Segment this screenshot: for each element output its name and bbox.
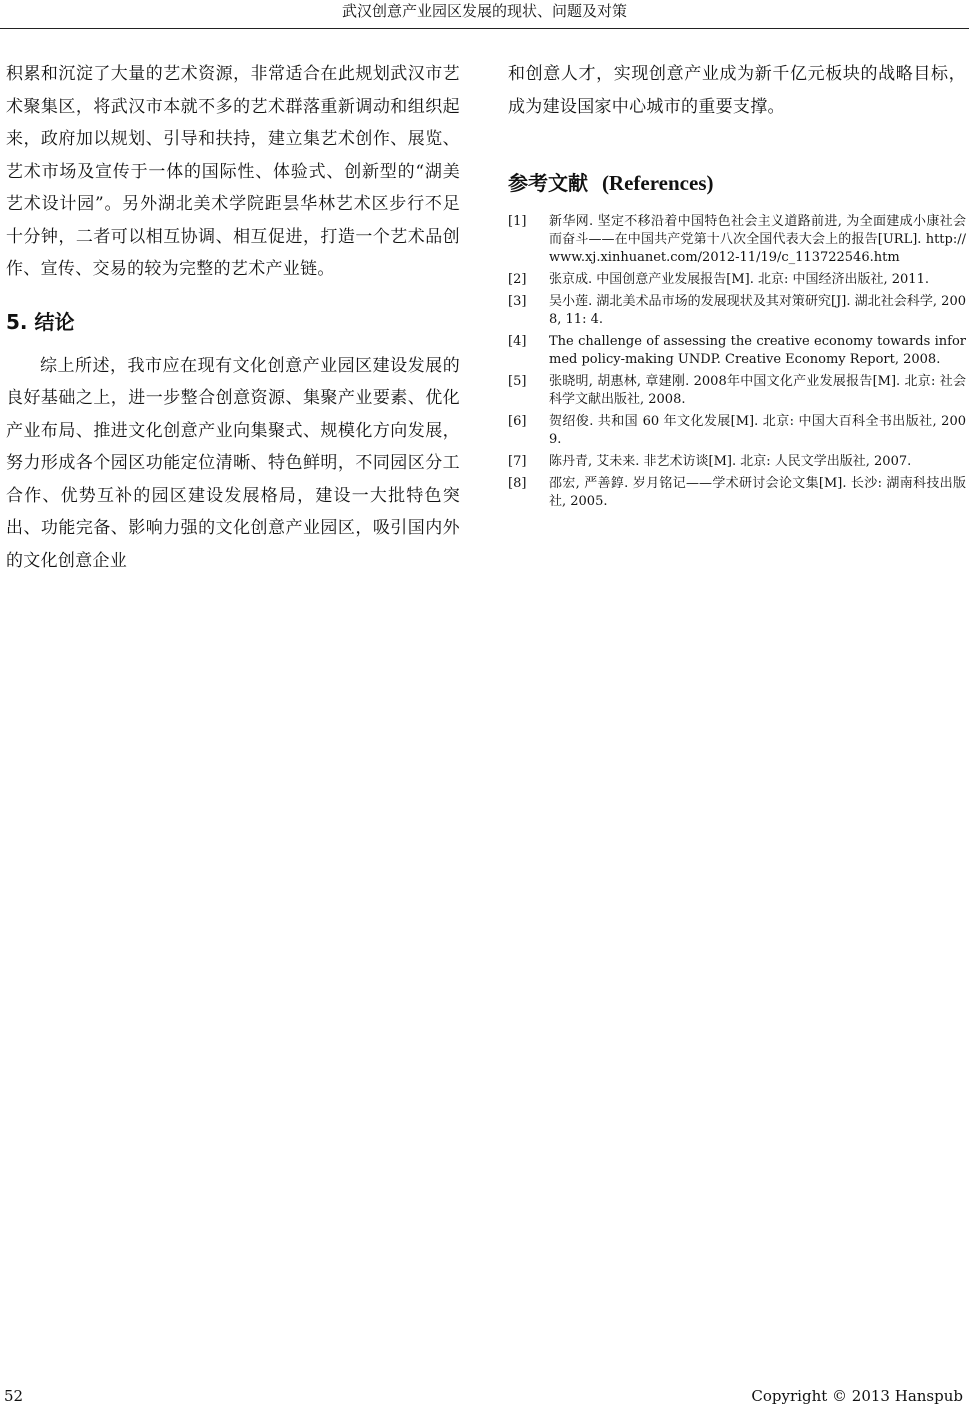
left-column — [6, 58, 460, 577]
references-heading — [508, 169, 966, 197]
reference-item — [508, 333, 966, 369]
reference-item — [508, 293, 966, 329]
reference-number: [1] — [508, 214, 527, 229]
reference-text: 邵宏, 严善錞. 岁月铭记——学术研讨会论文集[M]. 长沙: 湖南科技出版社, 2005. — [549, 476, 966, 509]
references-heading-en: (References) — [601, 171, 714, 195]
reference-text: 陈丹青, 艾未来. 非艺术访谈[M]. 北京: 人民文学出版社, 2007. — [549, 454, 912, 469]
reference-number: [8] — [508, 476, 527, 491]
copyright-notice: Copyright © 2013 Hanspub — [751, 1387, 963, 1405]
reference-item — [508, 453, 966, 471]
reference-number: [3] — [508, 294, 527, 309]
reference-list — [508, 213, 966, 511]
reference-number: [7] — [508, 454, 527, 469]
reference-text: 新华网. 坚定不移沿着中国特色社会主义道路前进, 为全面建成小康社会而奋斗——在中国共产党第十八次全国代表大会上的报告[URL]. http://www.xj.xinhuanet.com/2012-11/19/c_113722546.htm — [549, 214, 966, 265]
reference-text: 张京成. 中国创意产业发展报告[M]. 北京: 中国经济出版社, 2011. — [549, 272, 929, 287]
right-column — [508, 58, 966, 515]
reference-text: The challenge of assessing the creative economy towards informed policy-making UNDP. Creative Economy Report, 2008. — [549, 334, 966, 367]
section-heading-conclusion: 5. 结论 — [6, 309, 75, 334]
references-heading-cn: 参考文献 — [508, 171, 588, 195]
body-paragraph: 积累和沉淀了大量的艺术资源，非常适合在此规划武汉市艺术聚集区，将武汉市本就不多的艺术群落重新调动和组织起来，政府加以规划、引导和扶持，建立集艺术创作、展览、艺术市场及宣传于一体的国际性、体验式、创新型的“湖美艺术设计园”。另外湖北美术学院距昙华林艺术区步行不足十分钟，二者可以相互协调、相互促进，打造一个艺术品创作、宣传、交易的较为完整的艺术产业链。 — [6, 64, 460, 279]
reference-item — [508, 475, 966, 511]
reference-text: 吴小莲. 湖北美术品市场的发展现状及其对策研究[J]. 湖北社会科学, 2008, 11: 4. — [549, 294, 966, 327]
page-number: 52 — [4, 1387, 24, 1405]
reference-number: [5] — [508, 374, 527, 389]
body-paragraph: 和创意人才，实现创意产业成为新千亿元板块的战略目标，成为建设国家中心城市的重要支撑。 — [508, 64, 966, 117]
reference-number: [6] — [508, 414, 527, 429]
reference-item — [508, 271, 966, 289]
reference-number: [4] — [508, 334, 527, 349]
page-footer — [0, 1382, 969, 1410]
reference-item — [508, 373, 966, 409]
reference-number: [2] — [508, 272, 527, 287]
body-paragraph: 综上所述，我市应在现有文化创意产业园区建设发展的良好基础之上，进一步整合创意资源、集聚产业要素、优化产业布局、推进文化创意产业向集聚式、规模化方向发展，努力形成各个园区功能定位清晰、特色鲜明，不同园区分工合作、优势互补的园区建设发展格局，建设一大批特色突出、功能完备、影响力强的文化创意产业园区，吸引国内外的文化创意企业 — [6, 355, 460, 571]
reference-text: 张晓明, 胡惠林, 章建刚. 2008年中国文化产业发展报告[M]. 北京: 社会科学文献出版社, 2008. — [549, 374, 966, 407]
reference-item — [508, 413, 966, 449]
reference-text: 贺绍俊. 共和国 60 年文化发展[M]. 北京: 中国大百科全书出版社, 2009. — [549, 414, 966, 447]
reference-item — [508, 213, 966, 267]
running-title: 武汉创意产业园区发展的现状、问题及对策 — [341, 2, 627, 20]
running-header — [0, 0, 969, 29]
